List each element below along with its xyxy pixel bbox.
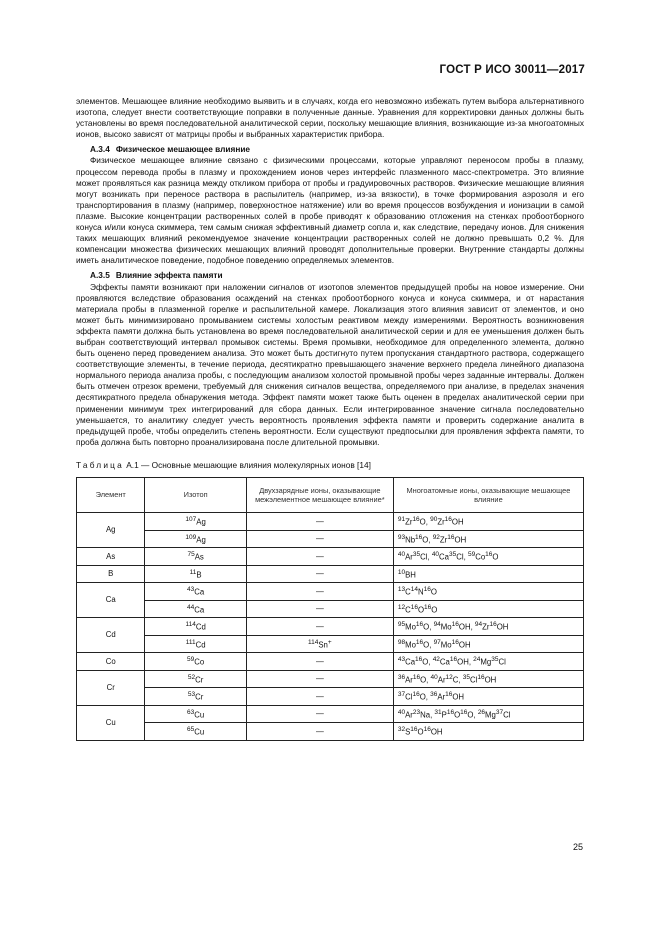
table-row bbox=[77, 583, 584, 601]
cell-element: Cd bbox=[77, 618, 145, 653]
cell-isotope: $^{43}$Ca bbox=[145, 583, 246, 601]
section-a34-number: А.3.4 bbox=[90, 144, 110, 155]
header-element: Элемент bbox=[77, 478, 145, 513]
cell-double-charged: — bbox=[246, 705, 393, 723]
table-row bbox=[77, 705, 584, 723]
section-a34-title: Физическое мешающее влияние bbox=[115, 144, 251, 155]
cell-double-charged: — bbox=[246, 513, 393, 531]
cell-element: B bbox=[77, 565, 145, 583]
intro-paragraph: элементов. Мешающее влияние необходимо выявить и в случаях, когда его невозможно избежать путем выбора альтернативного изотопа, следует внести соответствующие поправки в полученные данные. Уравнения для корректировки данных должны быть установлены во время последовательной аналитической серии, поскольку мешающие влияния, возникающие из-за многоатомных ионов, высоко зависят от матрицы пробы и выбранных характеристик прибора. bbox=[76, 96, 584, 140]
cell-polyatomic: $^{43}$Ca$^{16}$O, $^{42}$Ca$^{16}$OH, $^{24}$Mg$^{35}$Cl bbox=[393, 653, 583, 671]
table-header-row bbox=[77, 478, 584, 513]
section-a35-heading bbox=[76, 270, 584, 281]
cell-double-charged: — bbox=[246, 583, 393, 601]
document-header: ГОСТ Р ИСО 30011—2017 bbox=[439, 64, 585, 76]
section-a34-heading bbox=[76, 144, 584, 155]
cell-polyatomic: $^{98}$Mo$^{16}$O, $^{97}$Mo$^{16}$OH bbox=[393, 635, 583, 653]
section-a34-text: Физическое мешающее влияние связано с физическими процессами, которые управляют переносом пробы в плазму, процессом перевода пробы в плазму и прохождением ионов через интерфейс плазменного масс-спектрометра. Это влияние может проявляться как разница между откликом прибора от пробы и градуировочных растворов. Физические мешающие влияния могут возникать при переносе раствора в распылитель (например, из-за вязкости), в точке формирования аэрозоля и его транспортирования в плазму (например, поверхностное натяжение) или во время процессов возбуждения и ионизации в самой плазме. Высокие концентрации растворенных солей в пробе приводят к образованию отложения на стенках пробоотборного конуса и/или конуса скиммера, тем самым снижая эффективный диаметр сопла и, как следствие, передачу ионов. Для снижения таких мешающих влияний рекомендуемое значение концентрации растворенных солей не должно превышать 0,2 %. Для компенсации множества физических мешающих влияний проводят дополнительные проверки. Внутренние стандарты должны иметь аналитическое поведение, подобное поведению определяемых элементов. bbox=[76, 155, 584, 266]
cell-polyatomic: $^{40}$Ar$^{35}$Cl, $^{40}$Ca$^{35}$Cl, $^{59}$Co$^{16}$O bbox=[393, 548, 583, 566]
cell-element: Ca bbox=[77, 583, 145, 618]
table-row bbox=[77, 618, 584, 636]
table-row bbox=[77, 670, 584, 688]
cell-isotope: $^{63}$Cu bbox=[145, 705, 246, 723]
cell-polyatomic: $^{95}$Mo$^{16}$O, $^{94}$Mo$^{16}$OH, $^{94}$Zr$^{16}$OH bbox=[393, 618, 583, 636]
cell-isotope: $^{44}$Ca bbox=[145, 600, 246, 618]
cell-polyatomic: $^{10}$BH bbox=[393, 565, 583, 583]
page-number: 25 bbox=[572, 842, 583, 852]
header-polyatomic: Многоатомные ионы, оказывающие мешающее влияние bbox=[393, 478, 583, 513]
cell-isotope: $^{109}$Ag bbox=[145, 530, 246, 548]
cell-double-charged: — bbox=[246, 670, 393, 688]
cell-isotope: $^{75}$As bbox=[145, 548, 246, 566]
cell-double-charged: — bbox=[246, 688, 393, 706]
cell-polyatomic: $^{12}C^{16}O^{16}O$ bbox=[393, 600, 583, 618]
cell-double-charged: — bbox=[246, 618, 393, 636]
cell-isotope: $^{11}$B bbox=[145, 565, 246, 583]
table-row bbox=[77, 513, 584, 531]
cell-double-charged: — bbox=[246, 565, 393, 583]
cell-isotope: $^{114}$Cd bbox=[145, 618, 246, 636]
table-body bbox=[77, 513, 584, 741]
cell-polyatomic: $^{40}$Ar$^{23}$Na, $^{31}P^{16}O^{16}O$, $^{26}$Mg$^{37}$Cl bbox=[393, 705, 583, 723]
table-caption-text: А.1 — Основные мешающие влияния молекулярных ионов [14] bbox=[126, 459, 371, 470]
table-caption bbox=[76, 460, 584, 471]
table-row bbox=[77, 530, 584, 548]
table-row bbox=[77, 688, 584, 706]
table-row bbox=[77, 635, 584, 653]
cell-polyatomic: $^{13}C^{14}N^{16}O$ bbox=[393, 583, 583, 601]
cell-element: Cu bbox=[77, 705, 145, 740]
cell-polyatomic: $^{37}$Cl$^{16}$O, $^{36}$Ar$^{16}$OH bbox=[393, 688, 583, 706]
cell-polyatomic: $^{91}$Zr$^{16}$O, $^{90}$Zr$^{16}$OH bbox=[393, 513, 583, 531]
cell-element: Co bbox=[77, 653, 145, 671]
cell-polyatomic: $^{93}$Nb$^{16}$O, $^{92}$Zr$^{16}$OH bbox=[393, 530, 583, 548]
cell-polyatomic: $^{36}$Ar$^{16}$O, $^{40}$Ar$^{12}$C, $^{35}$Cl$^{16}$OH bbox=[393, 670, 583, 688]
cell-double-charged: — bbox=[246, 723, 393, 741]
cell-isotope: $^{53}$Cr bbox=[145, 688, 246, 706]
header-double-charged: Двухзарядные ионы, оказывающие межэлементное мешающее влияние* bbox=[246, 478, 393, 513]
cell-double-charged: — bbox=[246, 530, 393, 548]
cell-element: Ag bbox=[77, 513, 145, 548]
cell-element: Cr bbox=[77, 670, 145, 705]
cell-double-charged: $^{114}$Sn+ bbox=[246, 635, 393, 653]
table-row bbox=[77, 548, 584, 566]
cell-double-charged: — bbox=[246, 548, 393, 566]
table-row bbox=[77, 565, 584, 583]
section-a35-title: Влияние эффекта памяти bbox=[115, 270, 223, 281]
cell-double-charged: — bbox=[246, 600, 393, 618]
cell-isotope: $^{52}$Cr bbox=[145, 670, 246, 688]
cell-isotope: $^{111}$Cd bbox=[145, 635, 246, 653]
interference-table bbox=[76, 477, 584, 741]
table-row bbox=[77, 600, 584, 618]
cell-double-charged: — bbox=[246, 653, 393, 671]
table-label: Таблица bbox=[76, 459, 124, 470]
cell-polyatomic: $^{32}S^{16}O^{16}OH$ bbox=[393, 723, 583, 741]
header-isotope: Изотоп bbox=[145, 478, 246, 513]
section-a35-number: А.3.5 bbox=[90, 270, 110, 281]
cell-isotope: $^{59}$Co bbox=[145, 653, 246, 671]
section-a35-text: Эффекты памяти возникают при наложении сигналов от изотопов элементов предыдущей пробы на новое измерение. Они проявляются вследствие образования осаждений на стенках пробоотборного конуса и конуса скиммера, и от нарастания материала пробы в плазменной горелке и распылительной камере. Локализация этого влияния зависит от элементов, и оно может быть минимизировано промыванием системы холостым реактивом между измерениями. Вероятность возникновения эффекта памяти должна быть установлена во время последовательной аналитической серии и для ее уменьшения должен быть выбран соответствующий интервал промывок системы. Время промывки, необходимое для определенного элемента, должно быть оценено перед проведением анализа. Это может быть достигнуто путем пропускания стандартного раствора, содержащего соответствующие элементы, в течение периода, десятикратно превышающего значение верхнего предела линейного диапазона нормального периода анализа пробы, с последующим анализом холостой промывной пробы через заданные интервалы. Должен быть отмечен отрезок времени, требуемый для снижения сигналов вещества, определяемого при анализе, в пределах значения десятикратного предела обнаружения метода. Эффект памяти может также быть оценен в пределах аналитической серии при применении минимум трех интегрирований для сбора данных. Если интегрированное значение сигнала последовательно уменьшается, то аналитику следует учесть вероятность проявления эффекта памяти и проверить содержание аналита в предыдущей пробе, чтобы определить степень вероятности. Если существуют предпосылки для проявления эффекта памяти, то проба должна быть повторно проанализирована после длительной промывки. bbox=[76, 281, 584, 447]
table-row bbox=[77, 723, 584, 741]
table-row bbox=[77, 653, 584, 671]
page-body bbox=[76, 96, 584, 741]
cell-element: As bbox=[77, 548, 145, 566]
cell-isotope: $^{107}$Ag bbox=[145, 513, 246, 531]
cell-isotope: $^{65}$Cu bbox=[145, 723, 246, 741]
